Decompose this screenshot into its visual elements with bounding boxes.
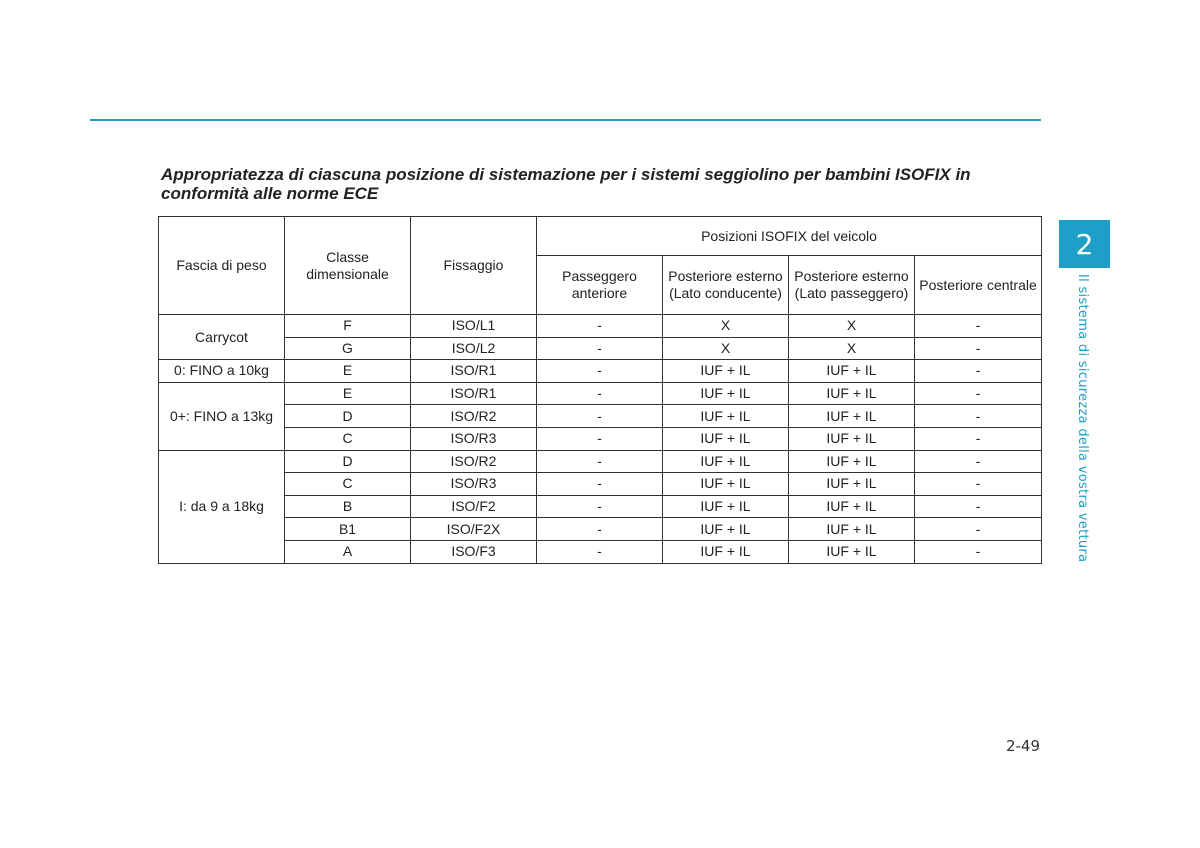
cell-rear-outboard-driver: IUF + IL bbox=[663, 405, 789, 428]
table-row bbox=[159, 337, 1042, 360]
table-row bbox=[159, 315, 1042, 338]
cell-front-passenger: - bbox=[537, 360, 663, 383]
table-row bbox=[159, 450, 1042, 473]
cell-fixture: ISO/R3 bbox=[411, 427, 537, 450]
cell-rear-center: - bbox=[915, 382, 1042, 405]
cell-rear-outboard-passenger: IUF + IL bbox=[789, 360, 915, 383]
chapter-title: Il sistema di sicurezza della vostra vettura bbox=[1075, 274, 1090, 563]
cell-rear-outboard-driver: IUF + IL bbox=[663, 473, 789, 496]
cell-fixture: ISO/R2 bbox=[411, 450, 537, 473]
table-row bbox=[159, 405, 1042, 428]
cell-rear-outboard-driver: IUF + IL bbox=[663, 427, 789, 450]
cell-fixture: ISO/R2 bbox=[411, 405, 537, 428]
cell-front-passenger: - bbox=[537, 427, 663, 450]
cell-rear-center: - bbox=[915, 337, 1042, 360]
cell-size-class: C bbox=[285, 427, 411, 450]
cell-rear-center: - bbox=[915, 360, 1042, 383]
cell-rear-outboard-driver: IUF + IL bbox=[663, 360, 789, 383]
section-heading-line-2: conformità alle norme ECE bbox=[161, 184, 379, 203]
chapter-number: 2 bbox=[1075, 227, 1094, 261]
table-row bbox=[159, 540, 1042, 563]
header-rear-outboard-driver: Posteriore esterno (Lato conducente) bbox=[663, 256, 789, 315]
cell-rear-center: - bbox=[915, 495, 1042, 518]
section-heading bbox=[161, 165, 1041, 203]
cell-rear-outboard-driver: IUF + IL bbox=[663, 495, 789, 518]
cell-rear-center: - bbox=[915, 450, 1042, 473]
cell-weight-group: 0: FINO a 10kg bbox=[159, 360, 285, 383]
cell-rear-outboard-passenger: IUF + IL bbox=[789, 473, 915, 496]
cell-size-class: A bbox=[285, 540, 411, 563]
cell-front-passenger: - bbox=[537, 495, 663, 518]
isofix-suitability-table bbox=[158, 216, 1042, 564]
cell-size-class: B1 bbox=[285, 518, 411, 541]
cell-size-class: D bbox=[285, 450, 411, 473]
cell-rear-center: - bbox=[915, 540, 1042, 563]
cell-rear-outboard-passenger: IUF + IL bbox=[789, 450, 915, 473]
cell-front-passenger: - bbox=[537, 382, 663, 405]
cell-rear-center: - bbox=[915, 427, 1042, 450]
table-row bbox=[159, 495, 1042, 518]
cell-size-class: F bbox=[285, 315, 411, 338]
table-row bbox=[159, 382, 1042, 405]
cell-rear-outboard-passenger: IUF + IL bbox=[789, 495, 915, 518]
cell-front-passenger: - bbox=[537, 473, 663, 496]
table-body bbox=[159, 315, 1042, 564]
cell-front-passenger: - bbox=[537, 337, 663, 360]
header-fixture: Fissaggio bbox=[411, 217, 537, 315]
cell-fixture: ISO/R1 bbox=[411, 360, 537, 383]
cell-weight-group: Carrycot bbox=[159, 315, 285, 360]
cell-rear-outboard-passenger: IUF + IL bbox=[789, 382, 915, 405]
cell-size-class: C bbox=[285, 473, 411, 496]
cell-rear-outboard-passenger: X bbox=[789, 337, 915, 360]
cell-front-passenger: - bbox=[537, 540, 663, 563]
cell-fixture: ISO/R1 bbox=[411, 382, 537, 405]
header-weight-group: Fascia di peso bbox=[159, 217, 285, 315]
cell-rear-outboard-driver: IUF + IL bbox=[663, 382, 789, 405]
cell-rear-outboard-passenger: IUF + IL bbox=[789, 518, 915, 541]
section-heading-line-1: Appropriatezza di ciascuna posizione di sistemazione per i sistemi seggiolino per bambini ISOFIX in bbox=[161, 165, 971, 184]
cell-rear-center: - bbox=[915, 405, 1042, 428]
chapter-tab bbox=[1059, 220, 1110, 268]
table-row bbox=[159, 360, 1042, 383]
cell-rear-outboard-driver: IUF + IL bbox=[663, 450, 789, 473]
cell-rear-outboard-passenger: IUF + IL bbox=[789, 540, 915, 563]
cell-weight-group: 0+: FINO a 13kg bbox=[159, 382, 285, 450]
cell-front-passenger: - bbox=[537, 518, 663, 541]
header-rear-center: Posteriore centrale bbox=[915, 256, 1042, 315]
cell-front-passenger: - bbox=[537, 315, 663, 338]
cell-rear-outboard-driver: X bbox=[663, 315, 789, 338]
cell-rear-outboard-passenger: X bbox=[789, 315, 915, 338]
cell-size-class: D bbox=[285, 405, 411, 428]
cell-fixture: ISO/F3 bbox=[411, 540, 537, 563]
cell-rear-center: - bbox=[915, 518, 1042, 541]
cell-rear-outboard-driver: X bbox=[663, 337, 789, 360]
cell-rear-outboard-passenger: IUF + IL bbox=[789, 405, 915, 428]
cell-rear-outboard-driver: IUF + IL bbox=[663, 518, 789, 541]
cell-fixture: ISO/F2X bbox=[411, 518, 537, 541]
page-number: 2-49 bbox=[1005, 737, 1040, 755]
header-rear-outboard-passenger: Posteriore esterno (Lato passeggero) bbox=[789, 256, 915, 315]
cell-fixture: ISO/L1 bbox=[411, 315, 537, 338]
cell-size-class: B bbox=[285, 495, 411, 518]
table-row bbox=[159, 518, 1042, 541]
cell-rear-center: - bbox=[915, 473, 1042, 496]
cell-front-passenger: - bbox=[537, 405, 663, 428]
cell-rear-outboard-passenger: IUF + IL bbox=[789, 427, 915, 450]
table-row bbox=[159, 427, 1042, 450]
cell-weight-group: I: da 9 a 18kg bbox=[159, 450, 285, 563]
cell-rear-outboard-driver: IUF + IL bbox=[663, 540, 789, 563]
cell-fixture: ISO/R3 bbox=[411, 473, 537, 496]
header-front-passenger: Passeggero anteriore bbox=[537, 256, 663, 315]
cell-fixture: ISO/L2 bbox=[411, 337, 537, 360]
header-isofix-positions: Posizioni ISOFIX del veicolo bbox=[537, 217, 1042, 256]
header-size-class: Classe dimensionale bbox=[285, 217, 411, 315]
cell-front-passenger: - bbox=[537, 450, 663, 473]
cell-rear-center: - bbox=[915, 315, 1042, 338]
cell-size-class: G bbox=[285, 337, 411, 360]
table-header bbox=[159, 217, 1042, 315]
table-row bbox=[159, 473, 1042, 496]
header-rule bbox=[90, 119, 1041, 121]
cell-fixture: ISO/F2 bbox=[411, 495, 537, 518]
cell-size-class: E bbox=[285, 360, 411, 383]
cell-size-class: E bbox=[285, 382, 411, 405]
